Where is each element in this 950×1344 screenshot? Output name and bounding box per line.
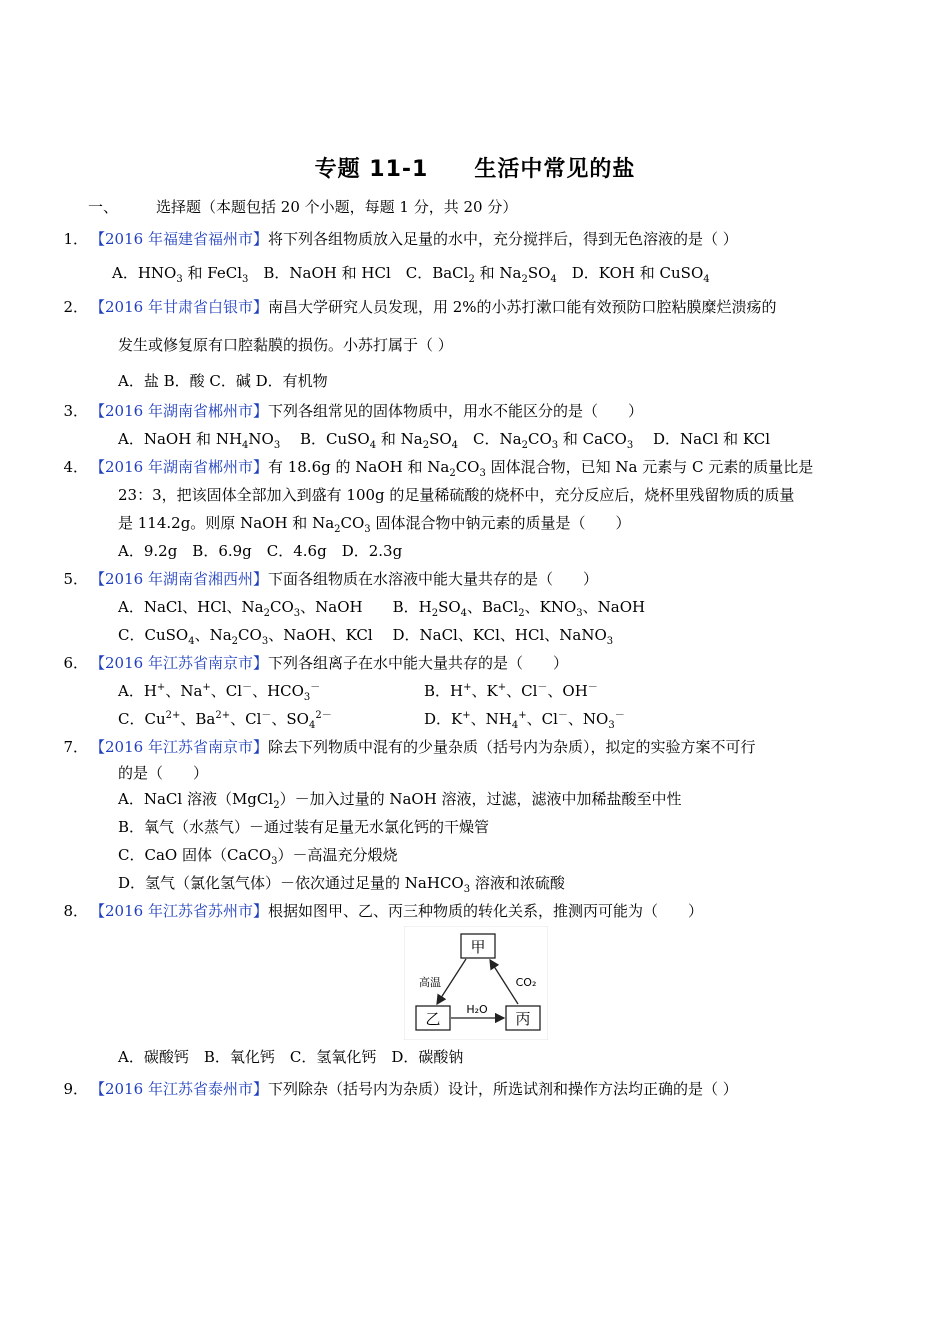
node-top: 甲 <box>470 938 486 956</box>
question-7: 7． 【2016 年江苏省南京市】除去下列物质中混有的少量杂质（括号内为杂质），拟定的实验方案不可行 <box>63 738 756 756</box>
conversion-diagram <box>404 926 548 1040</box>
question-6-option-c: C．$Cu^{2+}$、$Ba^{2+}$、Cl－、$SO_4^{2-}$ <box>118 710 332 731</box>
question-2-cont: 发生或修复原有口腔黏膜的损伤。小苏打属于（ ） <box>118 336 453 354</box>
question-3: 3． 【2016 年湖南省郴州市】下列各组常见的固体物质中，用水不能区分的是（ ） <box>63 402 643 420</box>
label-h2o: H₂O <box>466 1003 488 1016</box>
question-source: 【2016 年江苏省泰州市】 <box>90 1080 268 1098</box>
question-5: 5． 【2016 年湖南省湘西州】下面各组物质在水溶液中能大量共存的是（ ） <box>63 570 598 588</box>
question-1: 1． 【2016 年福建省福州市】将下列各组物质放入足量的水中，充分搅拌后，得到无色溶液的是（ ） <box>63 230 738 248</box>
question-2: 2． 【2016 年甘肃省白银市】南昌大学研究人员发现，用 2%的小苏打漱口能有效预防口腔粘膜糜烂溃疡的 <box>63 298 777 316</box>
question-7-option-a: A．NaCl 溶液（MgCl$_2$）－加入过量的 NaOH 溶液，过滤，滤液中加稀盐酸至中性 <box>118 790 682 811</box>
question-source: 【2016 年福建省福州市】 <box>90 230 268 248</box>
question-5-options-cd: C．CuSO$_4$、$Na_2CO_3$、NaOH、KCl D．NaCl、KCl、HCl、NaNO$_3$ <box>118 626 614 647</box>
question-4-options: A．9.2g B．6.9g C．4.6g D．2.3g <box>118 542 403 560</box>
question-source: 【2016 年湖南省湘西州】 <box>90 570 268 588</box>
title-part1: 专题 11-1 <box>314 157 429 182</box>
page-title <box>0 152 950 183</box>
question-3-options: A．NaOH 和 $NH_4NO_3$ B．CuSO$_4$ 和 $Na_2SO_4$ C．$Na_2CO_3$ 和 CaCO$_3$ D．NaCl 和 KCl <box>118 430 770 451</box>
question-source: 【2016 年江苏省南京市】 <box>90 654 268 672</box>
label-high-temp: 高温 <box>419 976 441 989</box>
label-co2: CO₂ <box>515 976 537 989</box>
question-8-options: A．碳酸钙 B．氧化钙 C．氢氧化钙 D．碳酸钠 <box>118 1048 464 1066</box>
question-4-cont: 23：3，把该固体全部加入到盛有 100g 的足量稀硫酸的烧杯中，充分反应后，烧杯里残留物质的质量 <box>118 486 795 504</box>
question-7-option-c: C．CaO 固体（CaCO$_3$）－高温充分煅烧 <box>118 846 398 867</box>
question-source: 【2016 年甘肃省白银市】 <box>90 298 268 316</box>
question-7-cont: 的是（ ） <box>118 764 209 782</box>
question-7-option-d: D．氢气（氯化氢气体）－依次通过足量的 NaHCO$_3$ 溶液和浓硫酸 <box>118 874 565 895</box>
question-source: 【2016 年江苏省南京市】 <box>90 738 268 756</box>
node-right: 丙 <box>515 1010 531 1028</box>
question-2-options: A．盐 B．酸 C．碱 D．有机物 <box>118 372 328 390</box>
question-6: 6． 【2016 年江苏省南京市】下列各组离子在水中能大量共存的是（ ） <box>63 654 568 672</box>
title-part2: 生活中常见的盐 <box>474 157 636 182</box>
node-left: 乙 <box>425 1010 441 1028</box>
question-9: 9． 【2016 年江苏省泰州市】下列除杂（括号内为杂质）设计，所选试剂和操作方法均正确的是（ ） <box>63 1080 738 1098</box>
question-5-options-ab: A．NaCl、HCl、$Na_2CO_3$、NaOH B．$H_2SO_4$、BaCl$_2$、$KNO_3$、NaOH <box>118 598 646 619</box>
question-6-option-d: D．K+、$NH_4^+$、Cl－、$NO_3^-$ <box>424 710 625 731</box>
question-source: 【2016 年湖南省郴州市】 <box>90 458 268 476</box>
question-4-cont2: 是 114.2g。则原 NaOH 和 $Na_2CO_3$ 固体混合物中钠元素的质量是（ ） <box>118 514 631 535</box>
question-6-option-b: B．H+、K+、Cl－、OH－ <box>424 682 598 700</box>
question-1-options: A．$HNO_3$ 和 FeCl$_3$ B．NaOH 和 HCl C．BaCl$_2$ 和 $Na_2SO_4$ D．KOH 和 CuSO$_4$ <box>112 264 710 285</box>
question-source: 【2016 年湖南省郴州市】 <box>90 402 268 420</box>
question-4: 4． 【2016 年湖南省郴州市】有 18.6g 的 NaOH 和 $Na_2CO_3$ 固体混合物，已知 Na 元素与 C 元素的质量比是 <box>63 458 814 479</box>
question-7-option-b: B．氧气（水蒸气）－通过装有足量无水氯化钙的干燥管 <box>118 818 490 836</box>
question-source: 【2016 年江苏省苏州市】 <box>90 902 268 920</box>
section-heading: 一、 选择题（本题包括 20 个小题，每题 1 分，共 20 分） <box>88 198 518 216</box>
question-6-option-a: A．H+、Na+、Cl－、$HCO_3^-$ <box>118 682 321 703</box>
question-8: 8． 【2016 年江苏省苏州市】根据如图甲、乙、丙三种物质的转化关系，推测丙可能为（ ） <box>63 902 703 920</box>
